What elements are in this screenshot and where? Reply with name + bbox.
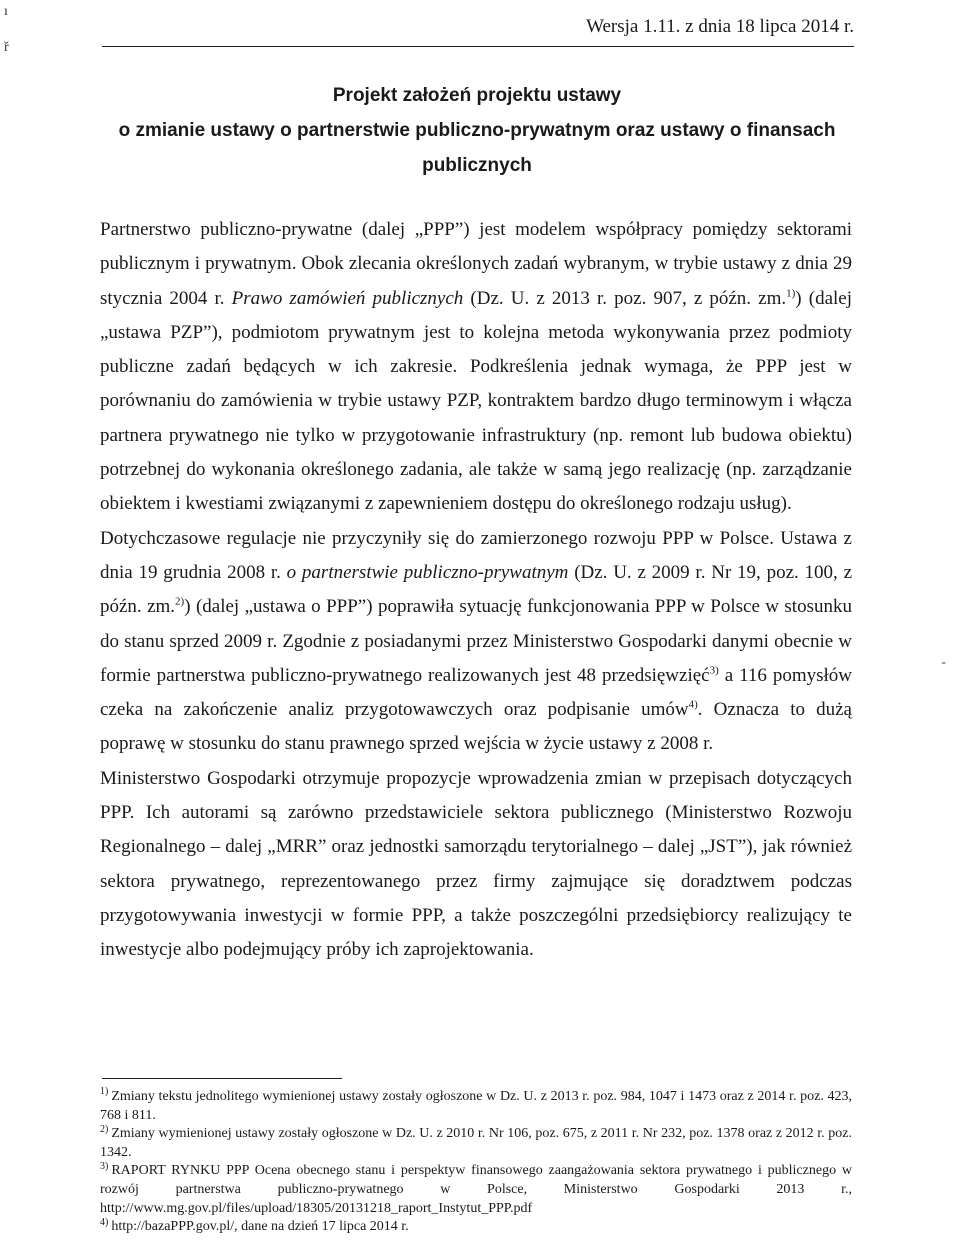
scan-mark: ř [4,40,9,55]
header-rule [102,46,854,47]
footnote-4: $^{4)}$ http://bazaPPP.gov.pl/, dane na dzień 17 lipca 2014 r. [100,1216,409,1235]
footnote-1: $^{1)}$ Zmiany tekstu jednolitego wymienionej ustawy zostały ogłoszone w Dz. U. z 2013 r. poz. 984, 1047 i 1473 oraz z 2014 r. poz. 423, 768 i 811. [100,1086,852,1123]
footnote-rule [102,1078,342,1079]
footnote-3: $^{3)}$ RAPORT RYNKU PPP Ocena obecnego stanu i perspektyw finansowego zaangażowania sektora prywatnego i publicznego w rozwój partnerstwa publiczno-prywatnego w Polsce, Ministerstwo Gospodarki 2013 r., http://www.mg.gov.pl/files/upload/18305/20131218_raport_Instytut_PPP.pdf [100,1160,852,1216]
version-line: Wersja 1.11. z dnia 18 lipca 2014 r. [586,16,854,37]
paragraph-3: Ministerstwo Gospodarki otrzymuje propozycje wprowadzenia zmian w przepisach dotyczących PPP. Ich autorami są zarówno przedstawiciele sektora publicznego (Ministerstwo Rozwoju Regionalnego – dalej „MRR” oraz jednostki samorządu terytorialnego – dalej „JST”), jak również sektora prywatnego, reprezentowanego przez firmy zajmujące się doradztwem podczas przygotowywania inwestycji w formie PPP, a także poszczególni przedsiębiorcy realizujący te inwestycje albo podejmujący próby ich zaprojektowania. [100,767,852,961]
title-line-1: Projekt założeń projektu ustawy [332,85,622,106]
footnote-ref-3[interactable]: 3) [709,664,719,677]
footnote-ref-1[interactable]: 1) [786,287,796,300]
footnote-2: $^{2)}$ Zmiany wymienionej ustawy zostały ogłoszone w Dz. U. z 2010 r. Nr 106, poz. 675, z 2011 r. Nr 232, poz. 1378 oraz z 2012 r. poz. 1342. [100,1123,852,1160]
paragraph-2: Dotychczasowe regulacje nie przyczyniły się do zamierzonego rozwoju PPP w Polsce. Ustawa z dnia 19 grudnia 2008 r. o partnerstwie publiczno-prywatnym (Dz. U. z 2009 r. Nr 19, poz. 100, z późn. zm.$^{2)}$) (dalej „ustawa o PPP”) poprawiła sytuację funkcjonowania PPP w Polsce w stosunku do stanu sprzed 2009 r. Zgodnie z posiadanymi przez Ministerstwo Gospodarki danymi obecnie w formie partnerstwa publiczno-prywatnego realizowanych jest 48 przedsięwzięć$^{3)}$ a 116 pomysłów czeka na zakończenie analiz przygotowawczych oraz podpisanie umów$^{4)}$. Oznacza to dużą poprawę w stosunku do stanu prawnego sprzed wejścia w życie ustawy z 2008 r. [100,527,852,755]
document-title [100,78,854,183]
paragraph-1: Partnerstwo publiczno-prywatne (dalej „PPP”) jest modelem współpracy pomiędzy sektorami publicznym i prywatnym. Obok zlecania określonych zadań wybranym, w trybie ustawy z dnia 29 stycznia 2004 r. Prawo zamówień publicznych (Dz. U. z 2013 r. poz. 907, z późn. zm.$^{1)}$) (dalej „ustawa PZP”), podmiotom prywatnym jest to kolejna metoda wykonywania przez podmioty publiczne zadań będących w ich zakresie. Podkreślenia jednak wymaga, że PPP jest w porównaniu do zamówienia w trybie ustawy PZP, kontraktem bardzo długo terminowym i włącza partnera prywatnego nie tylko w przygotowanie infrastruktury (np. remont lub budowa obiektu) potrzebnej do wykonania określonego zadania, ale także w samą jego realizację (np. zarządzanie obiektem i kwestiami związanymi z zapewnieniem dostępu do określonego rodzaju usług). [100,219,852,515]
scan-mark: ı [4,4,8,19]
act-title-ppp: o partnerstwie publiczno-prywatnym [286,561,569,583]
footnote-ref-2[interactable]: 2) [175,595,185,608]
footnote-ref-4[interactable]: 4) [688,698,698,711]
title-line-2: o zmianie ustawy o partnerstwie publiczno-prywatnym oraz ustawy o finansach [118,120,836,141]
document-body [100,213,852,968]
act-title-pzp: Prawo zamówień publicznych [231,287,464,309]
footnotes [100,1088,852,1237]
scan-mark: - [941,655,946,670]
title-line-3: publicznych [422,155,532,176]
